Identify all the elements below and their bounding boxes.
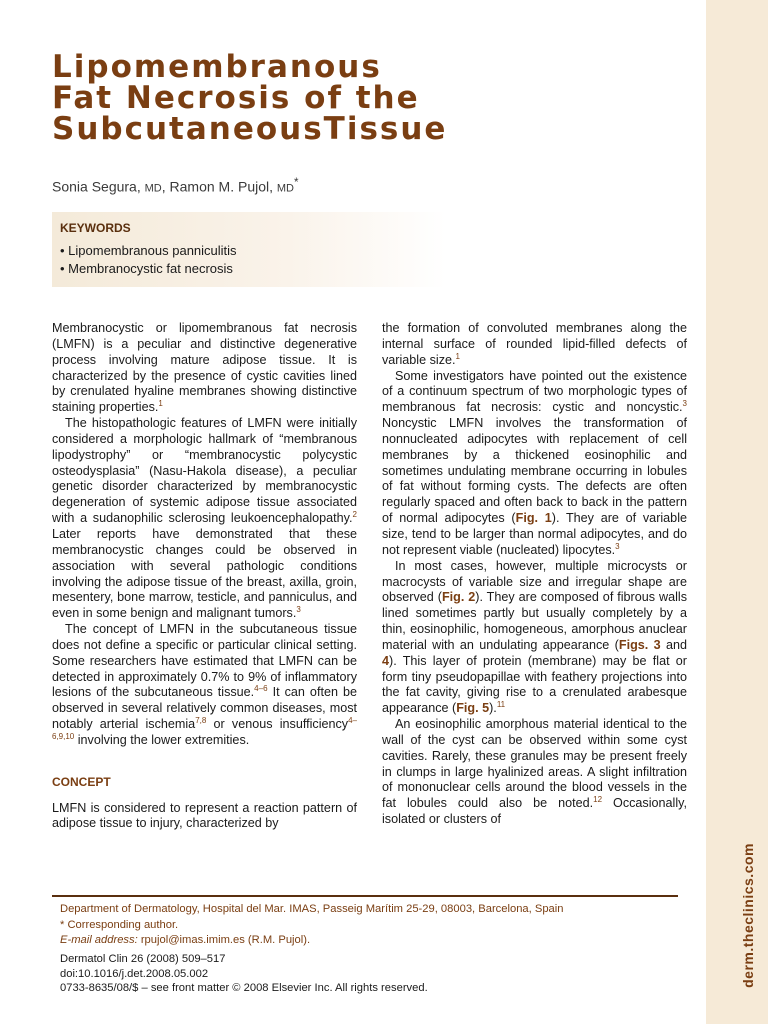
left-column (52, 321, 357, 832)
author-2-name: , Ramon M. Pujol, (161, 178, 273, 195)
copyright: 0733-8635/08/$ – see front matter © 2008 Elsevier Inc. All rights reserved. (60, 982, 428, 994)
reference-link[interactable]: 12 (593, 795, 603, 805)
paragraph: The concept of LMFN in the subcutaneous tissue does not define a specific or particular clinical setting. Some researchers have estimated that LMFN can be detected in approximately 0.7% to 9% of inflammatory lesions of the subcutaneous tissue.$^{4-6}$ It can often be observed in several relatively common diseases, most notably arterial ischemia$^{7,8}$ or venous insufficiency$^{4-6,9,10}$ involving the lower extremities. (52, 622, 357, 747)
section-heading-concept: CONCEPT (52, 774, 111, 789)
figure-link[interactable]: Fig. 2 (441, 590, 476, 605)
figure-link[interactable]: Fig. 5 (456, 701, 490, 716)
title-line-3: SubcutaneousTissue (52, 111, 448, 147)
author-1-degree: MD (144, 182, 162, 195)
reference-link[interactable]: 1 (158, 399, 163, 409)
affiliation: Department of Dermatology, Hospital del Mar. IMAS, Passeig Marítim 25-29, 08003, Barcelona, Spain (60, 903, 564, 915)
figure-link[interactable]: Fig. 1 (515, 511, 552, 526)
reference-link[interactable]: 7,8 (195, 715, 207, 725)
keywords-box (52, 212, 446, 287)
keywords-list (60, 242, 237, 278)
figure-link[interactable]: Figs. 3 (618, 637, 661, 652)
keyword-item: • Lipomembranous panniculitis (60, 242, 237, 260)
reference-link[interactable]: 2 (352, 509, 357, 519)
reference-link[interactable]: 4–6,9,10 (52, 715, 357, 741)
reference-link[interactable]: 3 (682, 399, 687, 409)
paragraph: In most cases, however, multiple microcysts or macrocysts of variable size and irregular shape are observed (Fig. 2). They are composed of fibrous walls lined sometimes partly but usually completely by a thin, eosinophilic, homogeneous, amorphous anuclear material with an undulating appearance (Figs. 3 and 4). This layer of protein (membrane) may be flat or form tiny pseudopapillae with feathery projections into the fat cavity, giving rise to a crenulated arabesque appearance (Fig. 5).$^{11}$ (382, 558, 688, 716)
doi[interactable]: doi:10.1016/j.det.2008.05.002 (60, 967, 209, 980)
footer-divider (52, 895, 678, 897)
reference-link[interactable]: 1 (455, 351, 460, 361)
figure-link[interactable]: 4 (382, 653, 390, 668)
paragraph: Membranocystic or lipomembranous fat necrosis (LMFN) is a peculiar and distinctive degenerative process involving mature adipose tissue. It is characterized by the presence of cystic cavities lined by crenulated hyaline membranes showing distinctive staining properties.$^1$ (52, 321, 357, 415)
keyword-item: • Membranocystic fat necrosis (60, 260, 237, 278)
affiliation-block (60, 902, 563, 949)
right-column (382, 321, 687, 828)
reference-link[interactable]: 3 (615, 541, 620, 551)
author-1-name: Sonia Segura, (52, 178, 141, 195)
paragraph: The histopathologic features of LMFN were initially considered a morphologic hallmark of “membranous lipodystrophy” or “membranocystic polycystic osteodysplasia” (Nasu-Hakola disease), a peculiar genetic disorder characterized by membranocystic degeneration of systemic adipose tissue associated with a sudanophilic sclerosing leukoencephalopathy.$^2$ Later reports have demonstrated that these membranocystic changes could be observed in association with several pathologic conditions involving the adipose tissue of the breast, axilla, groin, mesentery, bone marrow, testicle, and panniculus, and even in some benign and malignant tumors.$^3$ (52, 416, 357, 621)
title-line-1: Lipomembranous (52, 49, 382, 85)
author-line (52, 176, 299, 195)
citation-block (60, 952, 428, 996)
article-title (52, 49, 612, 147)
journal-sidebar (706, 0, 768, 1024)
corresponding-author: * Corresponding author. (60, 918, 179, 931)
paragraph: An eosinophilic amorphous material identical to the wall of the cyst can be observed within some cyst cavities. Rarely, these granules may be present freely in clumps in large hyalinized areas. A slight infiltration of mononuclear cells around the blood vessels in the fat lobules could also be noted.$^{12}$ Occasionally, isolated or clusters of (382, 717, 687, 827)
email-line (60, 933, 563, 949)
title-line-2: Fat Necrosis of the (52, 80, 420, 116)
author-2-degree: MD (276, 182, 294, 195)
email-label: E-mail address: (60, 934, 138, 946)
keywords-heading: KEYWORDS (60, 221, 131, 235)
email-link[interactable]: rpujol@imas.imim.es (R.M. Pujol). (137, 934, 311, 946)
paragraph: Some investigators have pointed out the existence of a continuum spectrum of two morphologic types of membranous fat necrosis: cystic and noncystic.$^3$ Noncystic LMFN involves the transformation of nonnucleated adipocytes with replacement of cell membranes by a thickened eosinophilic and sometimes undulating membrane occurring in lobules of fat without forming cysts. The defects are often regularly spaced and often back to back in the pattern of normal adipocytes (Fig. 1). They are of variable size, tend to be larger than normal adipocytes, and do not represent viable (nucleated) lipocytes.$^3$ (382, 368, 687, 557)
paragraph: the formation of convoluted membranes along the internal surface of rounded lipid-filled defects of variable size.$^1$ (382, 321, 687, 367)
reference-link[interactable]: 11 (496, 700, 506, 710)
journal-citation: Dermatol Clin 26 (2008) 509–517 (60, 953, 226, 965)
reference-link[interactable]: 4–6 (254, 684, 268, 694)
journal-url[interactable]: derm.theclinics.com (740, 843, 756, 988)
corresponding-mark: * (294, 176, 299, 189)
reference-link[interactable]: 3 (296, 605, 301, 614)
paragraph: LMFN is considered to represent a reaction pattern of adipose tissue to injury, characterized by (52, 800, 357, 831)
